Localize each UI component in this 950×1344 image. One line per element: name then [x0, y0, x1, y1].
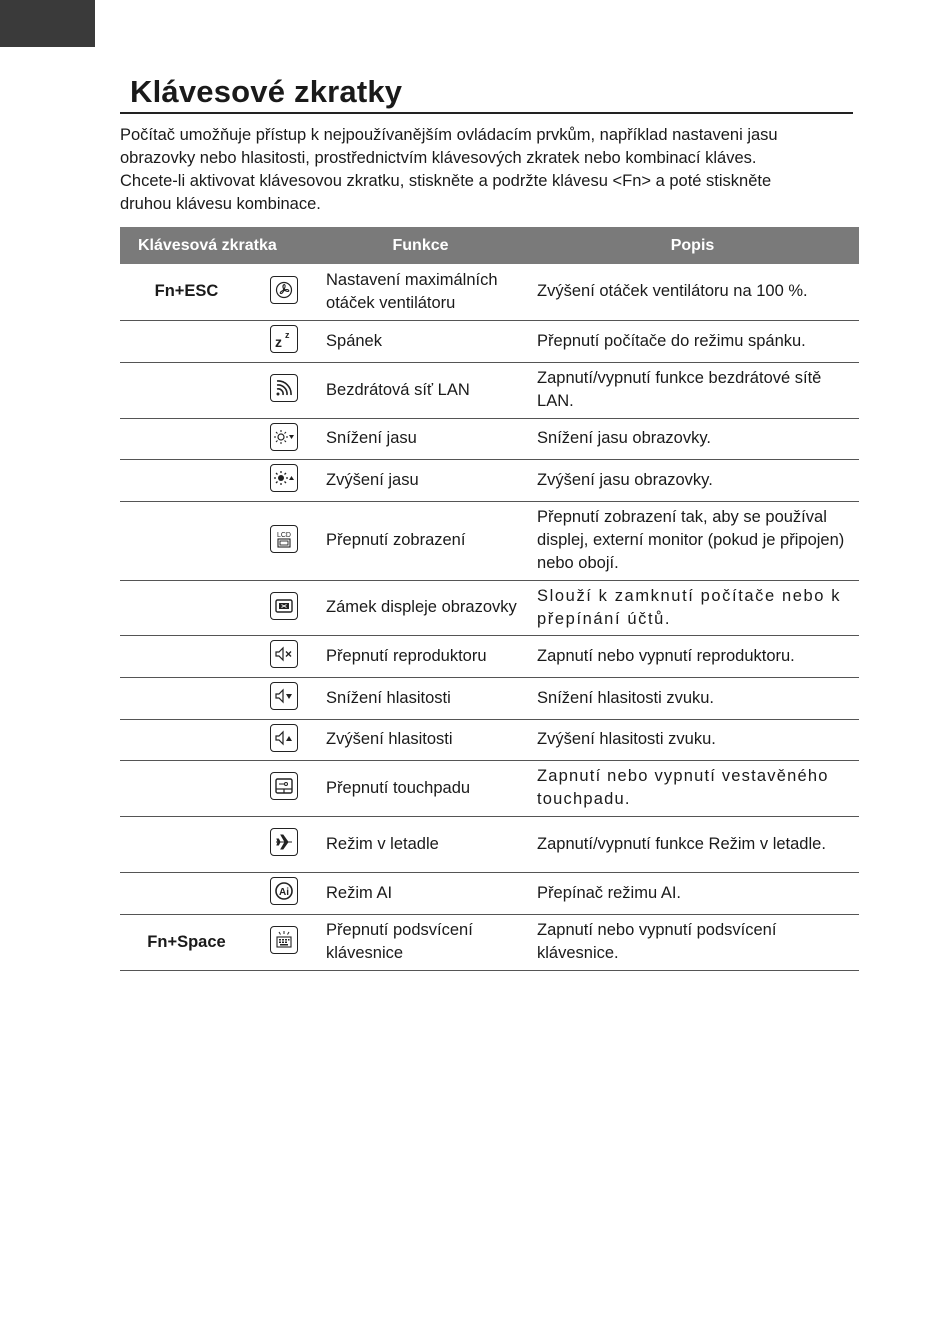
header-description: Popis [526, 227, 859, 264]
shortcut-table [120, 227, 859, 971]
table-row [120, 760, 859, 816]
shortcut-cell [120, 719, 253, 760]
description-cell: Snížení hlasitosti zvuku. [526, 677, 859, 719]
function-cell: Přepnutí zobrazení [315, 501, 526, 580]
header-function: Funkce [315, 227, 526, 264]
table-row [120, 501, 859, 580]
table-row [120, 320, 859, 362]
description-cell: Slouží k zamknutí počítače nebo k přepínání účtů. [526, 580, 859, 635]
lcd-switch-icon [270, 525, 298, 553]
intro-line: Počítač umožňuje přístup k nejpoužívanějším ovládacím prvkům, například nastaveni jasu [120, 126, 778, 144]
table-row [120, 872, 859, 914]
shortcut-cell [120, 872, 253, 914]
sleep-icon [270, 325, 298, 353]
ai-mode-icon [270, 877, 298, 905]
brightness-up-icon [270, 464, 298, 492]
function-cell: Bezdrátová síť LAN [315, 362, 526, 418]
function-cell: Režim v letadle [315, 816, 526, 872]
svg-text:z: z [285, 330, 290, 340]
intro-line: obrazovky nebo hlasitosti, prostřednictvím klávesových zkratek nebo kombinací kláves. [120, 149, 757, 167]
shortcut-cell [120, 677, 253, 719]
lcd-label: LCD [276, 531, 292, 539]
description-cell: Zapnutí nebo vypnutí vestavěného touchpadu. [526, 760, 859, 816]
page-title: Klávesové zkratky [130, 74, 403, 109]
description-cell: Přepnutí zobrazení tak, aby se používal displej, externí monitor (pokud je připojen) nebo obojí. [526, 501, 859, 580]
touchpad-icon [270, 772, 298, 800]
function-cell: Snížení hlasitosti [315, 677, 526, 719]
description-cell: Přepínač režimu AI. [526, 872, 859, 914]
function-cell: Přepnutí podsvícení klávesnice [315, 914, 526, 970]
screen-lock-icon [270, 592, 298, 620]
function-cell: Přepnutí touchpadu [315, 760, 526, 816]
table-row [120, 719, 859, 760]
table-header-row [120, 227, 859, 264]
function-cell: Nastavení maximálních otáček ventilátoru [315, 264, 526, 320]
shortcut-cell [120, 501, 253, 580]
keyboard-backlight-icon [270, 926, 298, 954]
table-row [120, 264, 859, 320]
description-cell: Zapnutí nebo vypnutí reproduktoru. [526, 635, 859, 677]
intro-paragraph [120, 124, 855, 216]
chapter-tab [0, 0, 95, 47]
table-row [120, 816, 859, 872]
intro-line: Chcete-li aktivovat klávesovou zkratku, stiskněte a podržte klávesu <Fn> a poté stiskněte [120, 172, 772, 190]
description-cell: Zapnutí nebo vypnutí podsvícení klávesnice. [526, 914, 859, 970]
table-row [120, 580, 859, 635]
description-cell: Zapnutí/vypnutí funkce Režim v letadle. [526, 816, 859, 872]
description-cell: Přepnutí počítače do režimu spánku. [526, 320, 859, 362]
shortcut-cell [120, 816, 253, 872]
function-cell: Režim AI [315, 872, 526, 914]
function-cell: Zvýšení hlasitosti [315, 719, 526, 760]
volume-down-icon [270, 682, 298, 710]
speaker-mute-icon [270, 640, 298, 668]
header-shortcut: Klávesová zkratka [120, 227, 315, 264]
table-row [120, 914, 859, 970]
title-divider [120, 112, 853, 114]
function-cell: Zvýšení jasu [315, 459, 526, 501]
volume-up-icon [270, 724, 298, 752]
airplane-icon [270, 828, 298, 856]
table-row [120, 459, 859, 501]
shortcut-cell: Fn+ESC [120, 264, 253, 320]
table-row [120, 362, 859, 418]
wireless-icon [270, 374, 298, 402]
brightness-down-icon [270, 423, 298, 451]
fan-icon [270, 276, 298, 304]
description-cell: Zapnutí/vypnutí funkce bezdrátové sítě LAN. [526, 362, 859, 418]
table-row [120, 677, 859, 719]
shortcut-cell [120, 362, 253, 418]
shortcut-cell [120, 320, 253, 362]
description-cell: Zvýšení otáček ventilátoru na 100 %. [526, 264, 859, 320]
svg-text:z: z [275, 334, 282, 350]
shortcut-cell [120, 459, 253, 501]
function-cell: Zámek displeje obrazovky [315, 580, 526, 635]
function-cell: Přepnutí reproduktoru [315, 635, 526, 677]
shortcut-cell: Fn+Space [120, 914, 253, 970]
function-cell: Snížení jasu [315, 418, 526, 459]
shortcut-cell [120, 418, 253, 459]
ai-label: Ai [279, 887, 289, 898]
shortcut-cell [120, 580, 253, 635]
table-row [120, 418, 859, 459]
shortcut-cell [120, 760, 253, 816]
description-cell: Snížení jasu obrazovky. [526, 418, 859, 459]
description-cell: Zvýšení hlasitosti zvuku. [526, 719, 859, 760]
function-cell: Spánek [315, 320, 526, 362]
table-row [120, 635, 859, 677]
intro-line: druhou klávesu kombinace. [120, 195, 321, 213]
description-cell: Zvýšení jasu obrazovky. [526, 459, 859, 501]
shortcut-cell [120, 635, 253, 677]
